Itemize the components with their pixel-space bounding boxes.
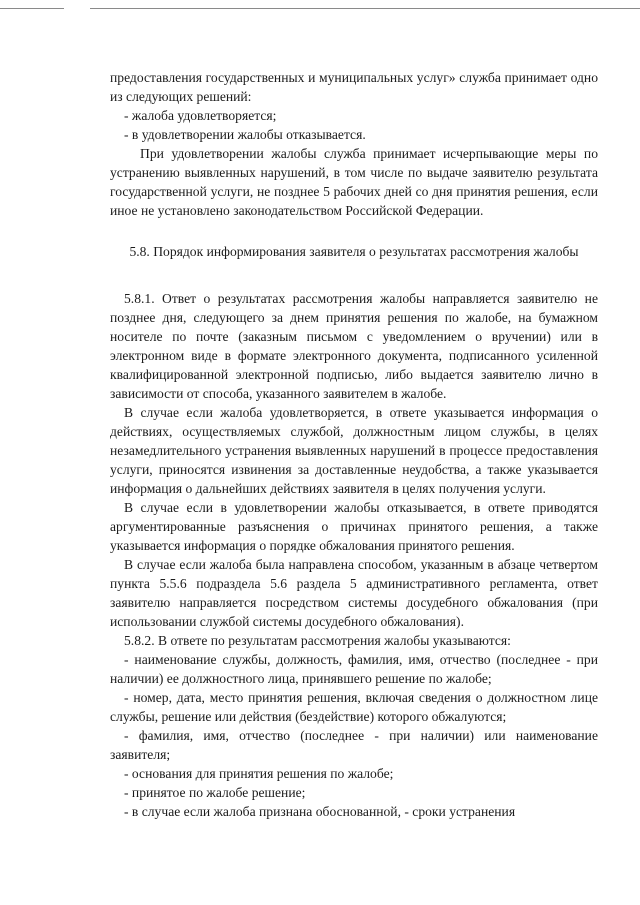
scan-artifact-line-left [0, 8, 64, 9]
paragraph: - основания для принятия решения по жалобе; [124, 766, 394, 781]
paragraph: - номер, дата, место принятия решения, включая сведения о должностном лице службы, решение или действия (бездействие) которого обжалуются; [110, 690, 598, 724]
paragraph: - жалоба удовлетворяется; [124, 108, 277, 123]
paragraph: - в случае если жалоба признана обоснованной, - сроки устранения [124, 804, 516, 819]
paragraph: В случае если жалоба удовлетворяется, в ответе указывается информация о действиях, осуществляемых службой, должностным лицом службы, в целях незамедлительного устранения выявленных нарушений в процессе предоставления услуги, приносятся извинения за доставленные неудобства, а также указывается информация о дальнейших действиях заявителя в целях получения услуги. [110, 405, 598, 496]
paragraph: 5.8.2. В ответе по результатам рассмотрения жалобы указываются: [124, 633, 511, 648]
paragraph: предоставления государственных и муниципальных услуг» служба принимает одно из следующих решений: [110, 70, 598, 104]
paragraph: В случае если в удовлетворении жалобы отказывается, в ответе приводятся аргументированные разъяснения о причинах принятого решения, а также указывается информация о порядке обжалования принятого решения. [110, 500, 598, 553]
paragraph: - в удовлетворении жалобы отказывается. [124, 127, 366, 142]
paragraph: В случае если жалоба была направлена способом, указанным в абзаце четвертом пункта 5.5.6 подраздела 5.6 раздела 5 административного регламента, ответ заявителю направляется посредством системы досудебного обжалования (при использовании службой системы досудебного обжалования). [110, 557, 598, 629]
document-page [110, 68, 598, 821]
scan-artifact-line-right [90, 8, 640, 9]
paragraph: - фамилия, имя, отчество (последнее - при наличии) или наименование заявителя; [110, 728, 598, 762]
paragraph: - принятое по жалобе решение; [124, 785, 306, 800]
paragraph: 5.8.1. Ответ о результатах рассмотрения жалобы направляется заявителю не позднее дня, следующего за днем принятия решения по жалобе, на бумажном носителе по почте (заказным письмом с уведомлением о вручении) или в электронном виде в формате электронного документа, подписанного усиленной квалифицированной электронной подписью, либо выдается заявителю лично в зависимости от способа, указанного заявителем в жалобе. [110, 291, 598, 401]
paragraph: - наименование службы, должность, фамилия, имя, отчество (последнее - при наличии) ее должностного лица, принявшего решение по жалобе; [110, 652, 598, 686]
paragraph: При удовлетворении жалобы служба принимает исчерпывающие меры по устранению выявленных нарушений, в том числе по выдаче заявителю результата государственной услуги, не позднее 5 рабочих дней со дня принятия решения, если иное не установлено законодательством Российской Федерации. [110, 146, 598, 218]
section-heading: 5.8. Порядок информирования заявителя о результатах рассмотрения жалобы [129, 244, 579, 259]
